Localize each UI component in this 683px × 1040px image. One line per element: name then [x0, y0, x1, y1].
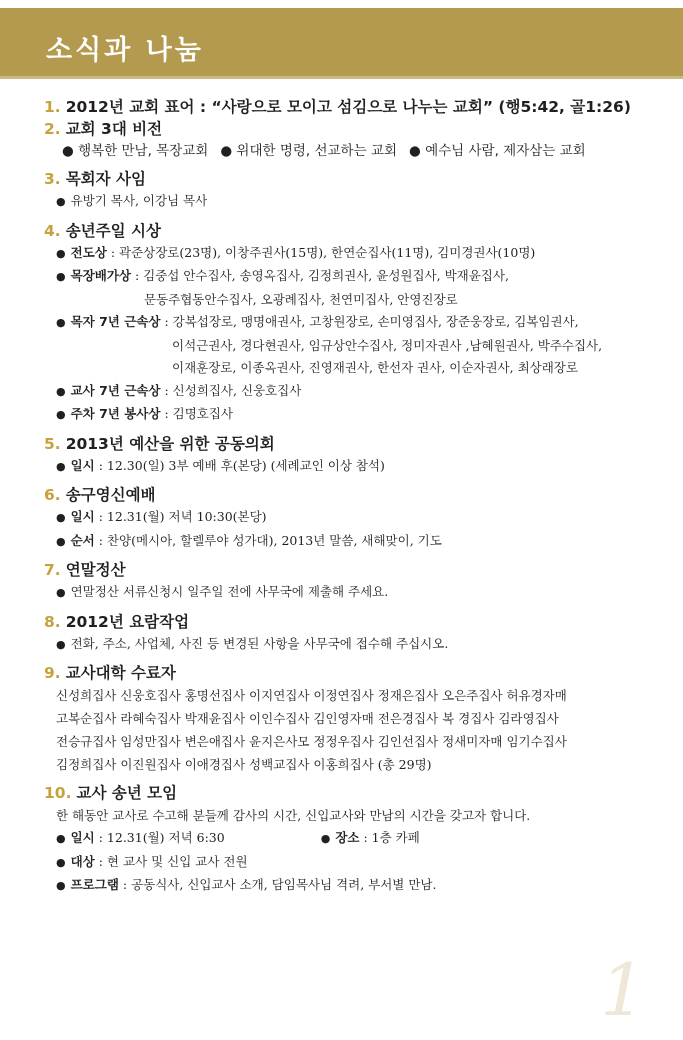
award-text: : 신성희집사, 신웅호집사: [160, 382, 302, 398]
award-text: : 곽준상장로(23명), 이창주권사(15명), 한연순집사(11명), 김미경권사(10명): [106, 244, 536, 260]
graduate-line: 전승규집사 임성만집사 변은애집사 윤지은사모 정정우집사 김인선집사 정새미자매 임기수집사: [56, 734, 567, 749]
section-1-title: [44, 96, 644, 118]
bullet-icon: ●: [56, 586, 66, 599]
bullet-icon: ●: [56, 637, 66, 651]
bullet-icon: ●: [56, 408, 66, 421]
award-label: 전도상: [70, 244, 107, 260]
header-bar: [0, 8, 683, 76]
section-title-text: 2012년 요람작업: [65, 612, 190, 631]
award-row: [56, 242, 644, 266]
section-number: 9.: [44, 664, 61, 682]
section-number: 1.: [44, 98, 61, 116]
list-item: [56, 874, 644, 898]
section-title-text: 목회자 사임: [65, 170, 146, 188]
section-6-title: [44, 484, 644, 506]
award-continuation: 이석근권사, 경다현권사, 임규상안수집사, 정미자권사 ,남혜원권사, 박주수집사,: [172, 337, 603, 353]
item-text: 연말정산 서류신청시 일주일 전에 사무국에 제출해 주세요.: [70, 584, 389, 599]
item-label: 대상: [70, 853, 95, 869]
award-label: 교사 7년 근속상: [70, 382, 161, 398]
list-item: [56, 851, 644, 875]
award-row: [56, 403, 644, 427]
award-row: [56, 380, 644, 404]
list-item: [56, 633, 644, 657]
list-item: [56, 581, 644, 605]
section-number: 10.: [44, 784, 72, 802]
vision-item: ● 행복한 만남, 목장교회: [62, 143, 209, 159]
item-text: : 12.30(일) 3부 예배 후(본당) (세례교인 이상 참석): [94, 457, 385, 473]
bullet-icon: ●: [56, 316, 66, 329]
header-divider: [0, 76, 683, 79]
section-title-text: 연말정산: [65, 561, 126, 579]
item-label: 일시: [70, 509, 95, 524]
item-text: 전화, 주소, 사업체, 사진 등 변경된 사항을 사무국에 접수해 주십시오.: [70, 635, 449, 651]
section-number: 3.: [44, 170, 61, 188]
section-4-title: [44, 220, 644, 242]
vision-item: ● 예수님 사람, 제자삼는 교회: [409, 143, 586, 159]
section-number: 5.: [44, 434, 61, 453]
section-title-text: 교회 3대 비전: [65, 120, 163, 138]
bullet-icon: ●: [56, 459, 66, 473]
bullet-icon: ●: [320, 832, 331, 845]
list-item: [56, 530, 644, 554]
item-text: : 찬양(메시아, 할렐루야 성가대), 2013년 말씀, 새해맞이, 기도: [94, 532, 442, 548]
list-item: [56, 506, 644, 530]
item-label: 순서: [70, 532, 95, 548]
page-number: 1: [600, 948, 646, 1032]
section-number: 2.: [44, 120, 61, 138]
section-7-title: [44, 559, 644, 581]
vision-list: [62, 140, 644, 162]
item-label: 일시: [70, 457, 95, 473]
section-9-title: [44, 662, 644, 684]
location-item: [321, 827, 420, 851]
bullet-icon: ●: [56, 832, 66, 845]
award-continuation: 문동주협동안수집사, 오광례집사, 천연미집사, 안영진장로: [144, 291, 458, 307]
graduate-line: 고복순집사 라혜숙집사 박재윤집사 이인수집사 김인영자매 전은경집사 복 경집사 김라영집사: [56, 711, 559, 726]
bullet-icon: ●: [56, 534, 66, 548]
section-number: 7.: [44, 561, 61, 579]
section-title-text: 송구영신예배: [65, 486, 156, 504]
bullet-icon: ●: [56, 879, 66, 892]
bullet-icon: ●: [56, 511, 66, 524]
item-text: : 1층 카페: [359, 830, 420, 845]
item-label: 일시: [70, 830, 95, 845]
award-text: : 김명호집사: [160, 406, 234, 421]
graduate-line: 신성희집사 신웅호집사 홍명선집사 이지연집사 이정연집사 정재은집사 오은주집사 허유경자매: [56, 688, 567, 703]
award-continuation: 이재훈장로, 이종옥권사, 진영재권사, 한선자 권사, 이순자권사, 최상래장로: [172, 360, 578, 375]
section-title-text: 2013년 예산을 위한 공동의회: [65, 434, 275, 453]
bullet-icon: ●: [56, 855, 66, 869]
section-title-text: 교사대학 수료자: [65, 664, 176, 682]
section-number: 6.: [44, 486, 61, 504]
section-number: 4.: [44, 221, 61, 240]
award-row: [56, 311, 644, 335]
award-text: : 강복섭장로, 맹명애권사, 고창원장로, 손미영집사, 장준웅장로, 김복임권사,: [160, 314, 579, 329]
award-label: 주차 7년 봉사상: [70, 406, 161, 421]
section-2-title: [44, 118, 644, 140]
bullet-icon: ●: [56, 246, 66, 260]
award-label: 목자 7년 근속상: [70, 314, 161, 329]
section-5-title: [44, 433, 644, 455]
award-label: 목장배가상: [70, 268, 131, 283]
item-text: 유방기 목사, 이강님 목사: [70, 193, 208, 208]
section-title-text: 송년주일 시상: [65, 221, 161, 240]
news-content: [44, 96, 644, 898]
award-row: [56, 265, 644, 289]
bullet-icon: ●: [56, 384, 66, 398]
list-item: [56, 190, 644, 214]
section-number: 8.: [44, 612, 61, 631]
section-title-text: 2012년 교회 표어 : “사랑으로 모이고 섬김으로 나누는 교회” (행5:42, 골1:26): [65, 98, 631, 116]
section-8-title: [44, 611, 644, 633]
item-text: : 현 교사 및 신입 교사 전원: [94, 853, 248, 869]
item-label: 장소: [335, 830, 360, 845]
section-10-title: [44, 782, 644, 804]
graduate-line: 김정희집사 이진원집사 이애경집사 성백교집사 이홍희집사 (총 29명): [56, 757, 432, 772]
item-text: : 공동식사, 신입교사 소개, 담임목사님 격려, 부서별 만남.: [118, 877, 437, 892]
list-item: [56, 827, 644, 851]
vision-item: ● 위대한 명령, 선교하는 교회: [220, 143, 398, 159]
list-item: [56, 455, 644, 479]
item-label: 프로그램: [70, 877, 119, 892]
bullet-icon: ●: [56, 195, 66, 208]
page-title: 소식과 나눔: [46, 35, 204, 66]
intro-text: 한 해동안 교사로 수고해 분들께 감사의 시간, 신입교사와 만남의 시간을 갖고자 합니다.: [56, 808, 531, 823]
section-title-text: 교사 송년 모임: [76, 784, 178, 802]
item-text: : 12.31(월) 저녁 6:30: [94, 830, 225, 845]
bullet-icon: ●: [56, 270, 66, 283]
section-3-title: [44, 168, 644, 190]
item-text: : 12.31(월) 저녁 10:30(본당): [94, 509, 267, 524]
award-text: : 김중섭 안수집사, 송영옥집사, 김정희권사, 윤성원집사, 박재윤집사,: [131, 268, 509, 283]
